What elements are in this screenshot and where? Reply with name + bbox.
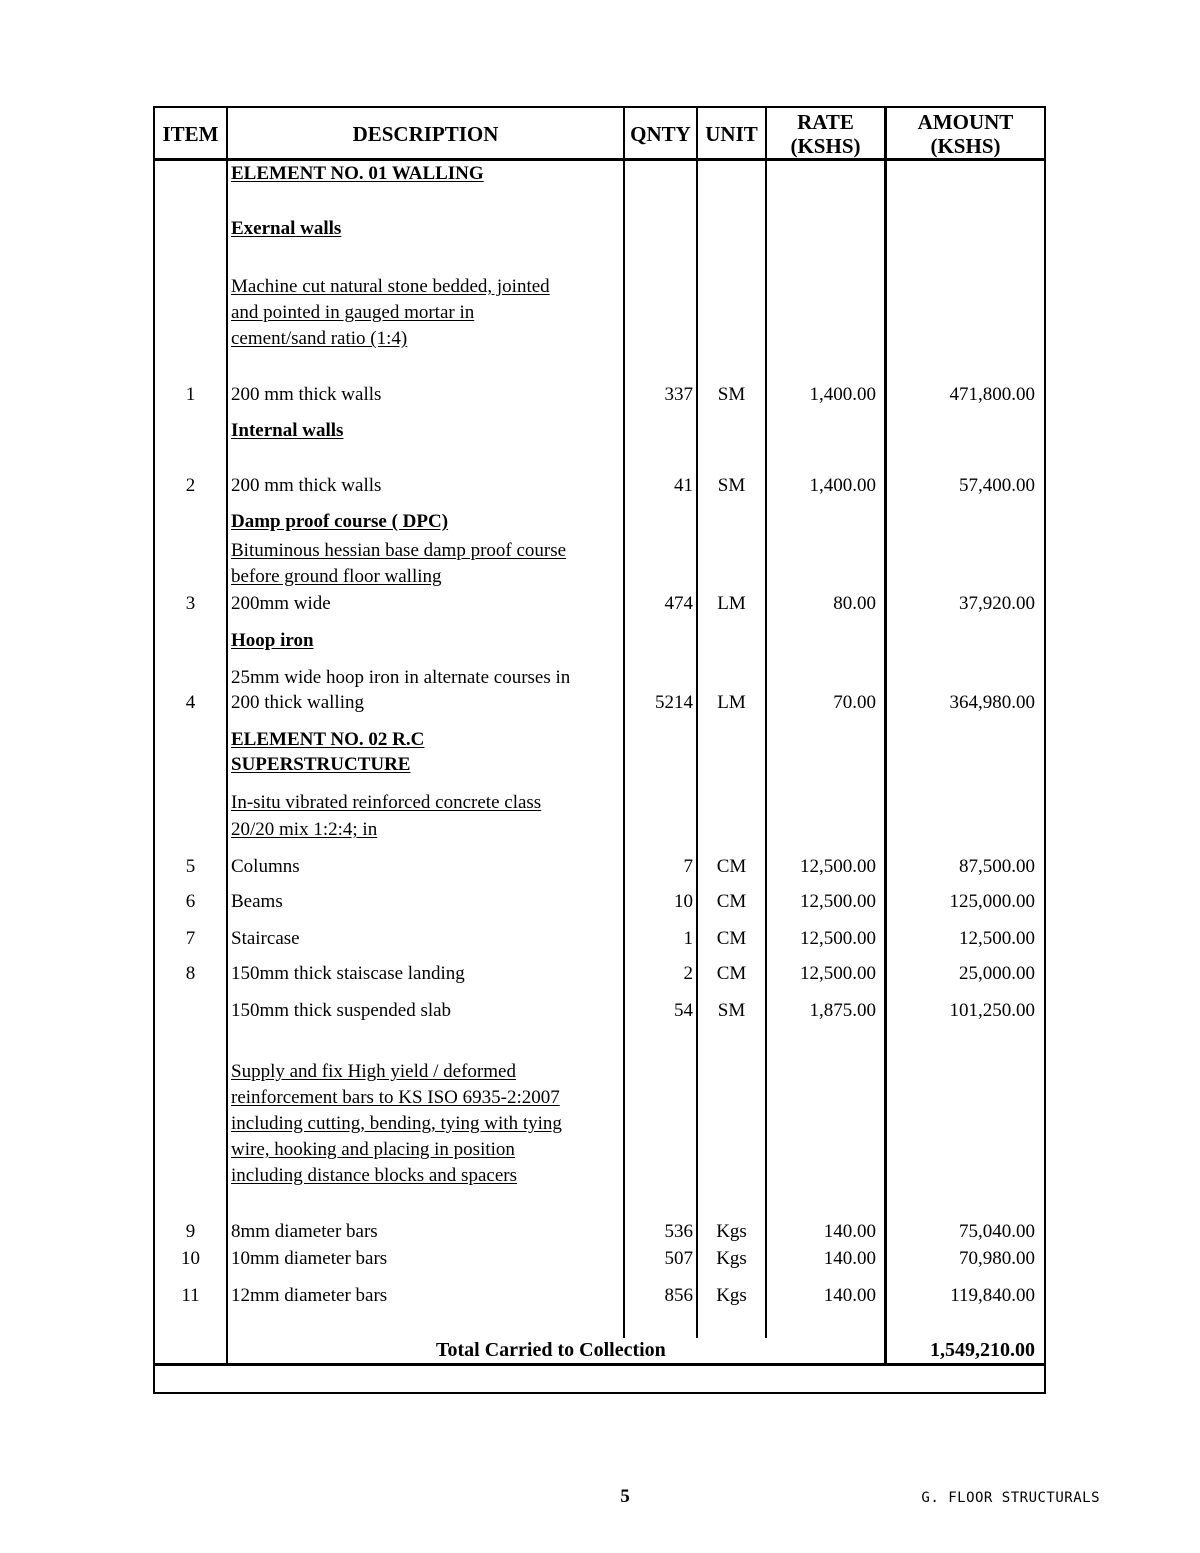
internal-walls-heading: Internal walls — [231, 420, 344, 441]
row-description: Staircase — [231, 928, 300, 949]
total-label: Total Carried to Collection — [436, 1339, 666, 1361]
row-rate: 140.00 — [823, 1248, 876, 1269]
row-item-number: 2 — [185, 475, 196, 496]
row-amount: 57,400.00 — [959, 475, 1035, 496]
row-item-number: 10 — [181, 1248, 200, 1269]
row-quantity: 337 — [664, 384, 693, 405]
hoop-desc: 25mm wide hoop iron in alternate courses in — [231, 667, 571, 688]
header-rate: RATE (KSHS) — [790, 110, 861, 158]
header-amount: AMOUNT (KSHS) — [917, 110, 1014, 158]
row-item-number: 7 — [185, 928, 196, 949]
page-number: 5 — [620, 1486, 630, 1507]
header-description: DESCRIPTION — [352, 122, 499, 146]
row-amount: 37,920.00 — [959, 593, 1035, 614]
col-divider-rate — [884, 106, 887, 1365]
rebar-desc-line-1: Supply and fix High yield / deformed — [231, 1061, 516, 1082]
row-rate: 140.00 — [823, 1285, 876, 1306]
element-01-heading: ELEMENT NO. 01 WALLING — [231, 163, 484, 184]
rebar-desc-line-3: including cutting, bending, tying with tying — [231, 1113, 562, 1134]
row-unit: CM — [716, 856, 747, 877]
row-item-number: 6 — [185, 891, 196, 912]
row-quantity: 54 — [674, 1000, 693, 1021]
row-amount: 70,980.00 — [959, 1248, 1035, 1269]
rebar-desc-line-5: including distance blocks and spacers — [231, 1165, 517, 1186]
header-qnty: QNTY — [630, 122, 691, 146]
row-unit: SM — [717, 475, 746, 496]
row-quantity: 10 — [674, 891, 693, 912]
row-amount: 364,980.00 — [949, 692, 1035, 713]
stone-desc-line-2: and pointed in gauged mortar in — [231, 302, 475, 323]
row-rate: 80.00 — [833, 593, 876, 614]
header-item: ITEM — [162, 122, 219, 146]
footer-section-label: G. FLOOR STRUCTURALS — [921, 1490, 1100, 1506]
row-description: 200 thick walling — [231, 692, 364, 713]
dpc-desc-line-2: before ground floor walling — [231, 566, 442, 587]
row-rate: 140.00 — [823, 1221, 876, 1242]
header-unit: UNIT — [705, 122, 758, 146]
row-description: 8mm diameter bars — [231, 1221, 378, 1242]
row-item-number: 1 — [185, 384, 196, 405]
row-amount: 25,000.00 — [959, 963, 1035, 984]
dpc-desc-line-1: Bituminous hessian base damp proof course — [231, 540, 567, 561]
row-amount: 75,040.00 — [959, 1221, 1035, 1242]
row-quantity: 536 — [664, 1221, 693, 1242]
row-description: Columns — [231, 856, 300, 877]
rebar-desc-line-4: wire, hooking and placing in position — [231, 1139, 515, 1160]
row-item-number: 11 — [181, 1285, 200, 1306]
stone-desc-line-1: Machine cut natural stone bedded, jointed — [231, 276, 550, 297]
row-quantity: 1 — [683, 928, 693, 949]
row-unit: SM — [717, 384, 746, 405]
row-quantity: 856 — [664, 1285, 693, 1306]
row-quantity: 41 — [674, 475, 693, 496]
row-amount: 125,000.00 — [949, 891, 1035, 912]
total-divider — [153, 1363, 1046, 1366]
external-walls-heading: Exernal walls — [231, 218, 342, 239]
row-amount: 87,500.00 — [959, 856, 1035, 877]
row-rate: 1,875.00 — [809, 1000, 876, 1021]
row-item-number: 3 — [185, 593, 196, 614]
row-item-number: 4 — [185, 692, 196, 713]
insitu-desc-line-2: 20/20 mix 1:2:4; in — [231, 819, 378, 840]
col-divider-desc — [623, 106, 625, 1338]
row-unit: LM — [717, 593, 746, 614]
row-unit: SM — [717, 1000, 746, 1021]
row-description: 12mm diameter bars — [231, 1285, 388, 1306]
row-unit: Kgs — [716, 1248, 747, 1269]
row-quantity: 2 — [683, 963, 693, 984]
row-unit: CM — [716, 891, 747, 912]
row-quantity: 474 — [664, 593, 693, 614]
col-divider-unit — [765, 106, 767, 1338]
element-02-heading-line-2: SUPERSTRUCTURE — [231, 754, 411, 775]
row-unit: LM — [717, 692, 746, 713]
row-item-number: 9 — [185, 1221, 196, 1242]
row-unit: CM — [716, 963, 747, 984]
row-rate: 1,400.00 — [809, 475, 876, 496]
row-unit: Kgs — [716, 1221, 747, 1242]
row-unit: CM — [716, 928, 747, 949]
row-description: 150mm thick suspended slab — [231, 1000, 452, 1021]
row-unit: Kgs — [716, 1285, 747, 1306]
row-rate: 70.00 — [833, 692, 876, 713]
stone-desc-line-3: cement/sand ratio (1:4) — [231, 328, 408, 349]
row-description: Beams — [231, 891, 283, 912]
row-quantity: 5214 — [655, 692, 693, 713]
col-divider-item — [226, 106, 228, 1365]
row-item-number: 5 — [185, 856, 196, 877]
row-description: 10mm diameter bars — [231, 1248, 388, 1269]
row-description: 200 mm thick walls — [231, 384, 382, 405]
rebar-desc-line-2: reinforcement bars to KS ISO 6935-2:2007 — [231, 1087, 560, 1108]
row-rate: 12,500.00 — [800, 891, 876, 912]
row-description: 200mm wide — [231, 593, 331, 614]
row-rate: 12,500.00 — [800, 963, 876, 984]
row-amount: 101,250.00 — [949, 1000, 1035, 1021]
row-description: 200 mm thick walls — [231, 475, 382, 496]
row-description: 150mm thick staiscase landing — [231, 963, 465, 984]
element-02-heading-line-1: ELEMENT NO. 02 R.C — [231, 729, 425, 750]
row-quantity: 507 — [664, 1248, 693, 1269]
dpc-heading: Damp proof course ( DPC) — [231, 511, 449, 532]
row-item-number: 8 — [185, 963, 196, 984]
row-rate: 12,500.00 — [800, 928, 876, 949]
row-amount: 119,840.00 — [950, 1285, 1035, 1306]
insitu-desc-line-1: In-situ vibrated reinforced concrete class — [231, 792, 542, 813]
col-divider-qnty — [696, 106, 698, 1338]
row-amount: 471,800.00 — [949, 384, 1035, 405]
row-rate: 12,500.00 — [800, 856, 876, 877]
row-rate: 1,400.00 — [809, 384, 876, 405]
hoop-iron-heading: Hoop iron — [231, 630, 314, 651]
row-quantity: 7 — [683, 856, 693, 877]
row-amount: 12,500.00 — [959, 928, 1035, 949]
total-value: 1,549,210.00 — [930, 1339, 1035, 1361]
